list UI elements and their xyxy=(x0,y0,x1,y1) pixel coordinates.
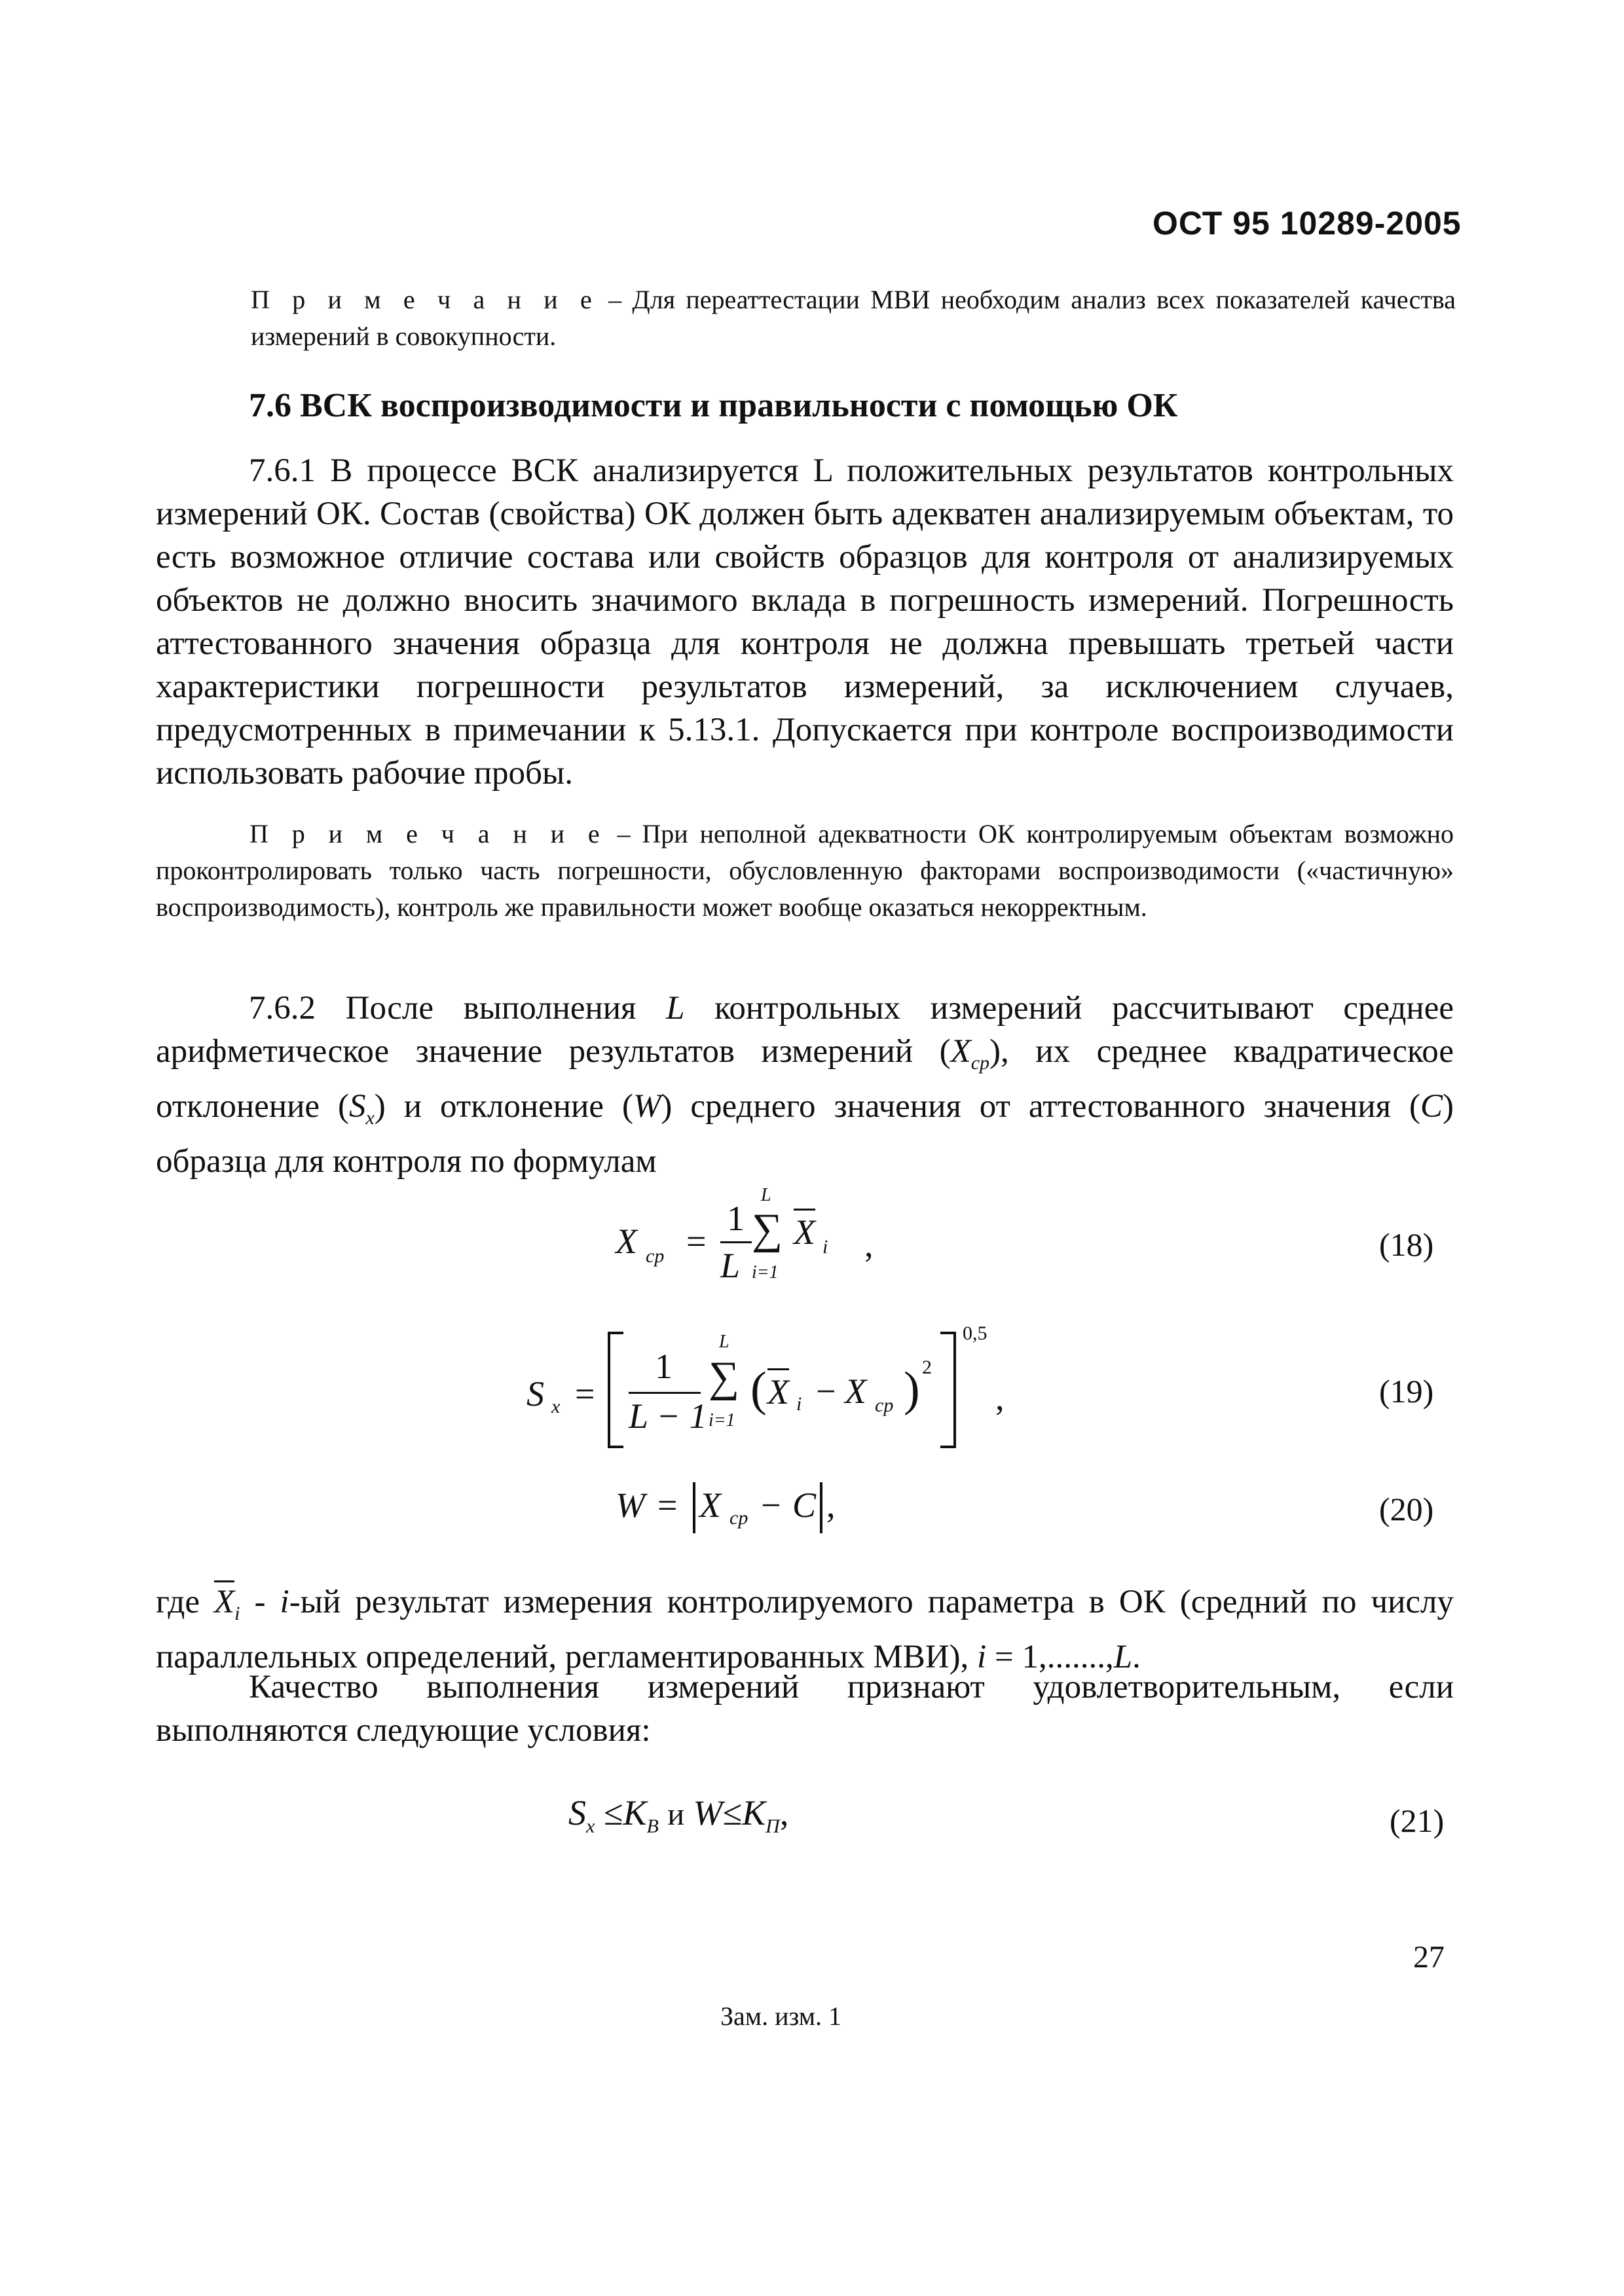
paragraph-where: где $X_i - i-ый$ результат измерения контролируемого параметра в ОК (средний по числу параллельных определений, регламентированных МВИ), i = 1,.......,L. xyxy=(156,1580,1454,1679)
paragraph-7-6-2: 7.6.2 После выполнения L контрольных измерений рассчитывают среднее арифметическое значение результатов измерений $(X_{cp})$, их среднее квадратическое отклонение $(S_x)$ и отклонение (W) среднего значения от аттестованного значения (C) образца для контроля по формулам xyxy=(156,990,1454,1180)
formula-18-number: (18) xyxy=(1379,1226,1434,1263)
paragraph-quality: Качество выполнения измерений признают удовлетворительным, если выполняются следующие условия: xyxy=(156,1669,1454,1749)
abs-bar-right xyxy=(820,1482,822,1533)
left-bracket xyxy=(608,1332,623,1448)
formula-20-number: (20) xyxy=(1379,1491,1434,1527)
formula-18: X cp = 1 L L ∑ i=1 X i , xyxy=(616,1185,874,1285)
formula-21-number: (21) xyxy=(1390,1802,1445,1839)
note-2-text: – При неполной адекватности ОК контролируемым объектам возможно проконтролировать только часть погрешности, обусловленную факторами воспроизводимости («частичную» воспроизводимость), контроль же правильности может вообще оказаться некорректным. xyxy=(156,819,1454,922)
right-bracket xyxy=(940,1332,956,1448)
note-1-label: П р и м е ч а н и е xyxy=(251,285,598,314)
section-heading: 7.6 ВСК воспроизводимости и правильности с помощью ОК xyxy=(249,387,1178,424)
formula-19: S x = 1 L − 1 L ∑ i=1 ( X i − X cp ) 2 0,5 , xyxy=(511,1322,1048,1453)
fraction-bar xyxy=(720,1241,752,1243)
note-1 xyxy=(251,282,1456,355)
standard-code: ОСТ 95 10289-2005 xyxy=(1153,205,1462,242)
page-number: 27 xyxy=(1413,1940,1445,1975)
note-2 xyxy=(156,816,1454,926)
paragraph-7-6-1: 7.6.1 В процессе ВСК анализируется L положительных результатов контрольных измерений ОК. Состав (свойства) ОК должен быть адекватен анализируемым объектам, то есть возможное отличие состава или свойств образцов для контроля от анализируемых объектов не должно вносить значимого вклада в погрешность измерений. Погрешность аттестованного значения образца для контроля не должна превышать третьей части характеристики погрешности результатов измерений, за исключением случаев, предусмотренных в примечании к 5.13.1. Допускается при контроле воспроизводимости использовать рабочие пробы. xyxy=(156,452,1454,792)
note-1-text: – Для переаттестации МВИ необходим анализ всех показателей качества измерений в совокупности. xyxy=(251,285,1456,351)
change-note: Зам. изм. 1 xyxy=(720,2001,842,2031)
fraction-bar xyxy=(629,1392,701,1394)
formula-20: W = X cp − C , xyxy=(616,1478,891,1537)
formula-19-number: (19) xyxy=(1379,1373,1434,1410)
abs-bar-left xyxy=(693,1482,695,1533)
formula-21: $S_x \le K_В$ и $W\le K_П$, xyxy=(568,1793,789,1837)
note-2-label: П р и м е ч а н и е xyxy=(249,819,606,848)
